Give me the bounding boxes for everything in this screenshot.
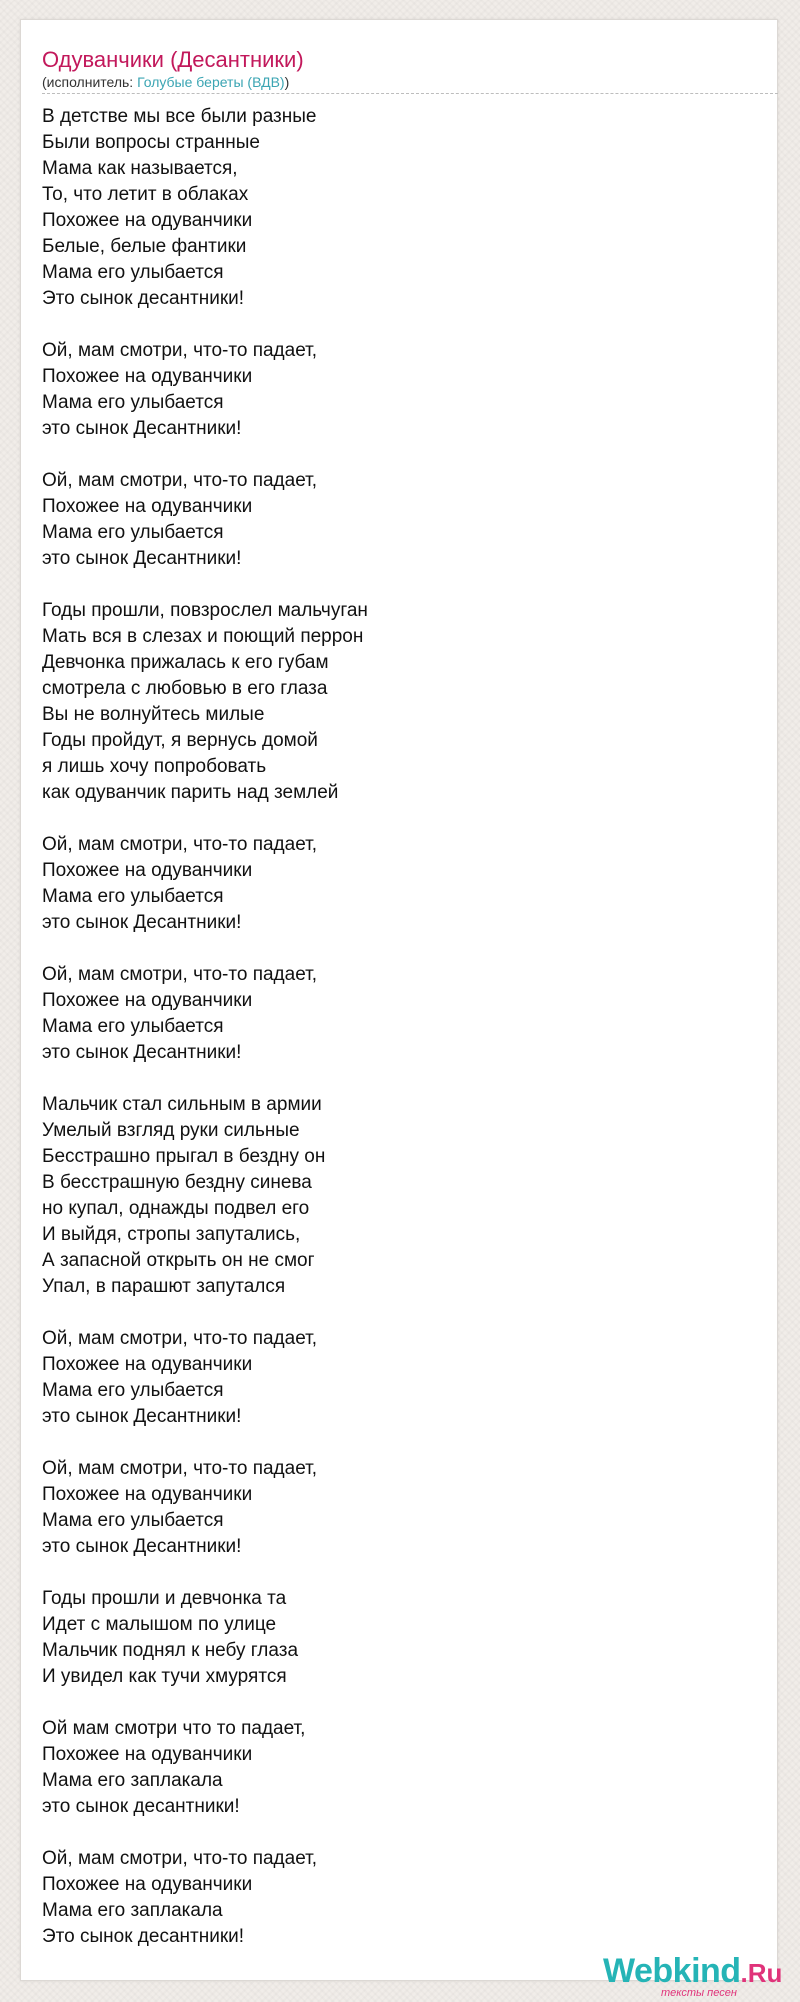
webkind-logo[interactable] — [603, 1952, 800, 2002]
lyrics-stanza — [42, 1586, 762, 1690]
lyric-line: То, что летит в облаках — [42, 184, 249, 205]
performer-prefix: (исполнитель: — [42, 74, 138, 90]
lyric-line: это сынок Десантники! — [42, 548, 242, 569]
lyric-line: Мама его улыбается — [42, 262, 224, 283]
lyric-line: Мальчик стал сильным в армии — [42, 1094, 322, 1115]
lyric-line: Ой мам смотри что то падает, — [42, 1718, 306, 1739]
lyrics-stanza — [42, 338, 762, 442]
lyric-line: это сынок десантники! — [42, 1796, 240, 1817]
lyric-line: Ой, мам смотри, что-то падает, — [42, 964, 318, 985]
lyric-line: это сынок Десантники! — [42, 912, 242, 933]
lyrics-stanza — [42, 468, 762, 572]
artist-link[interactable]: Голубые береты (ВДВ) — [137, 74, 285, 90]
logo-word: Webkind — [603, 1952, 741, 1990]
dashed-divider — [42, 93, 778, 94]
lyrics-stanza — [42, 104, 762, 312]
lyrics-stanza — [42, 1456, 762, 1560]
lyric-line: Белые, белые фантики — [42, 236, 247, 257]
lyric-line: Похожее на одуванчики — [42, 366, 253, 387]
lyric-line: Похожее на одуванчики — [42, 496, 253, 517]
lyric-line: И выйдя, стропы запутались, — [42, 1224, 301, 1245]
lyric-line: Ой, мам смотри, что-то падает, — [42, 1328, 318, 1349]
performer-line — [42, 72, 289, 92]
lyrics-stanza — [42, 1092, 762, 1300]
lyric-line: Ой, мам смотри, что-то падает, — [42, 834, 318, 855]
lyric-line: Вы не волнуйтесь милые — [42, 704, 265, 725]
lyric-line: А запасной открыть он не смог — [42, 1250, 315, 1271]
lyric-line: Похожее на одуванчики — [42, 1874, 253, 1895]
lyric-line: Мама его заплакала — [42, 1900, 223, 1921]
lyric-line: Мальчик поднял к небу глаза — [42, 1640, 299, 1661]
lyric-line: В детстве мы все были разные — [42, 106, 317, 127]
lyric-line: это сынок Десантники! — [42, 1536, 242, 1557]
lyric-line: как одуванчик парить над землей — [42, 782, 339, 803]
lyric-line: Мама его улыбается — [42, 1380, 224, 1401]
lyric-line: Годы прошли, повзрослел мальчуган — [42, 600, 368, 621]
lyric-line: Были вопросы странные — [42, 132, 260, 153]
lyric-line: смотрела с любовью в его глаза — [42, 678, 328, 699]
lyric-line: Это сынок десантники! — [42, 1926, 245, 1947]
lyric-line: Годы пройдут, я вернусь домой — [42, 730, 318, 751]
lyric-line: Бесстрашно прыгал в бездну он — [42, 1146, 326, 1167]
lyric-line: Похожее на одуванчики — [42, 1744, 253, 1765]
lyric-line: Мама его улыбается — [42, 1016, 224, 1037]
lyric-line: Ой, мам смотри, что-то падает, — [42, 340, 318, 361]
lyric-line: И увидел как тучи хмурятся — [42, 1666, 287, 1687]
lyrics-body — [42, 104, 762, 1976]
lyric-line: Мама его улыбается — [42, 522, 224, 543]
lyric-line: Упал, в парашют запутался — [42, 1276, 286, 1297]
performer-suffix: ) — [284, 74, 290, 90]
lyric-line: Идет с малышом по улице — [42, 1614, 277, 1635]
lyric-line: Похожее на одуванчики — [42, 1484, 253, 1505]
lyric-line: Похожее на одуванчики — [42, 860, 253, 881]
lyric-line: это сынок Десантники! — [42, 418, 242, 439]
lyric-line: Это сынок десантники! — [42, 288, 245, 309]
lyric-line: но купал, однажды подвел его — [42, 1198, 310, 1219]
lyric-line: Мать вся в слезах и поющий перрон — [42, 626, 364, 647]
lyric-line: это сынок Десантники! — [42, 1406, 242, 1427]
lyric-line: Мама его заплакала — [42, 1770, 223, 1791]
lyrics-stanza — [42, 962, 762, 1066]
lyrics-stanza — [42, 1326, 762, 1430]
lyric-line: Ой, мам смотри, что-то падает, — [42, 1458, 318, 1479]
lyric-line: Похожее на одуванчики — [42, 210, 253, 231]
lyrics-stanza — [42, 1716, 762, 1820]
lyrics-stanza — [42, 832, 762, 936]
song-title: Одуванчики (Десантники) — [42, 47, 304, 72]
lyric-line: Похожее на одуванчики — [42, 990, 253, 1011]
lyric-line: Ой, мам смотри, что-то падает, — [42, 470, 318, 491]
lyric-line: Девчонка прижалась к его губам — [42, 652, 329, 673]
lyrics-stanza — [42, 1846, 762, 1950]
lyric-line: Мама как называется, — [42, 158, 238, 179]
lyrics-stanza — [42, 598, 762, 806]
logo-tagline: тексты песен — [661, 1987, 737, 1999]
lyrics-card — [20, 19, 783, 1999]
lyric-line: Похожее на одуванчики — [42, 1354, 253, 1375]
lyric-line: Годы прошли и девчонка та — [42, 1588, 287, 1609]
lyric-line: Мама его улыбается — [42, 1510, 224, 1531]
lyric-line: я лишь хочу попробовать — [42, 756, 267, 777]
lyric-line: В бесстрашную бездну синева — [42, 1172, 312, 1193]
lyric-line: это сынок Десантники! — [42, 1042, 242, 1063]
lyric-line: Мама его улыбается — [42, 392, 224, 413]
lyric-line: Умелый взгляд руки сильные — [42, 1120, 300, 1141]
lyric-line: Мама его улыбается — [42, 886, 224, 907]
lyric-line: Ой, мам смотри, что-то падает, — [42, 1848, 318, 1869]
logo-tld: .Ru — [740, 1958, 783, 1988]
